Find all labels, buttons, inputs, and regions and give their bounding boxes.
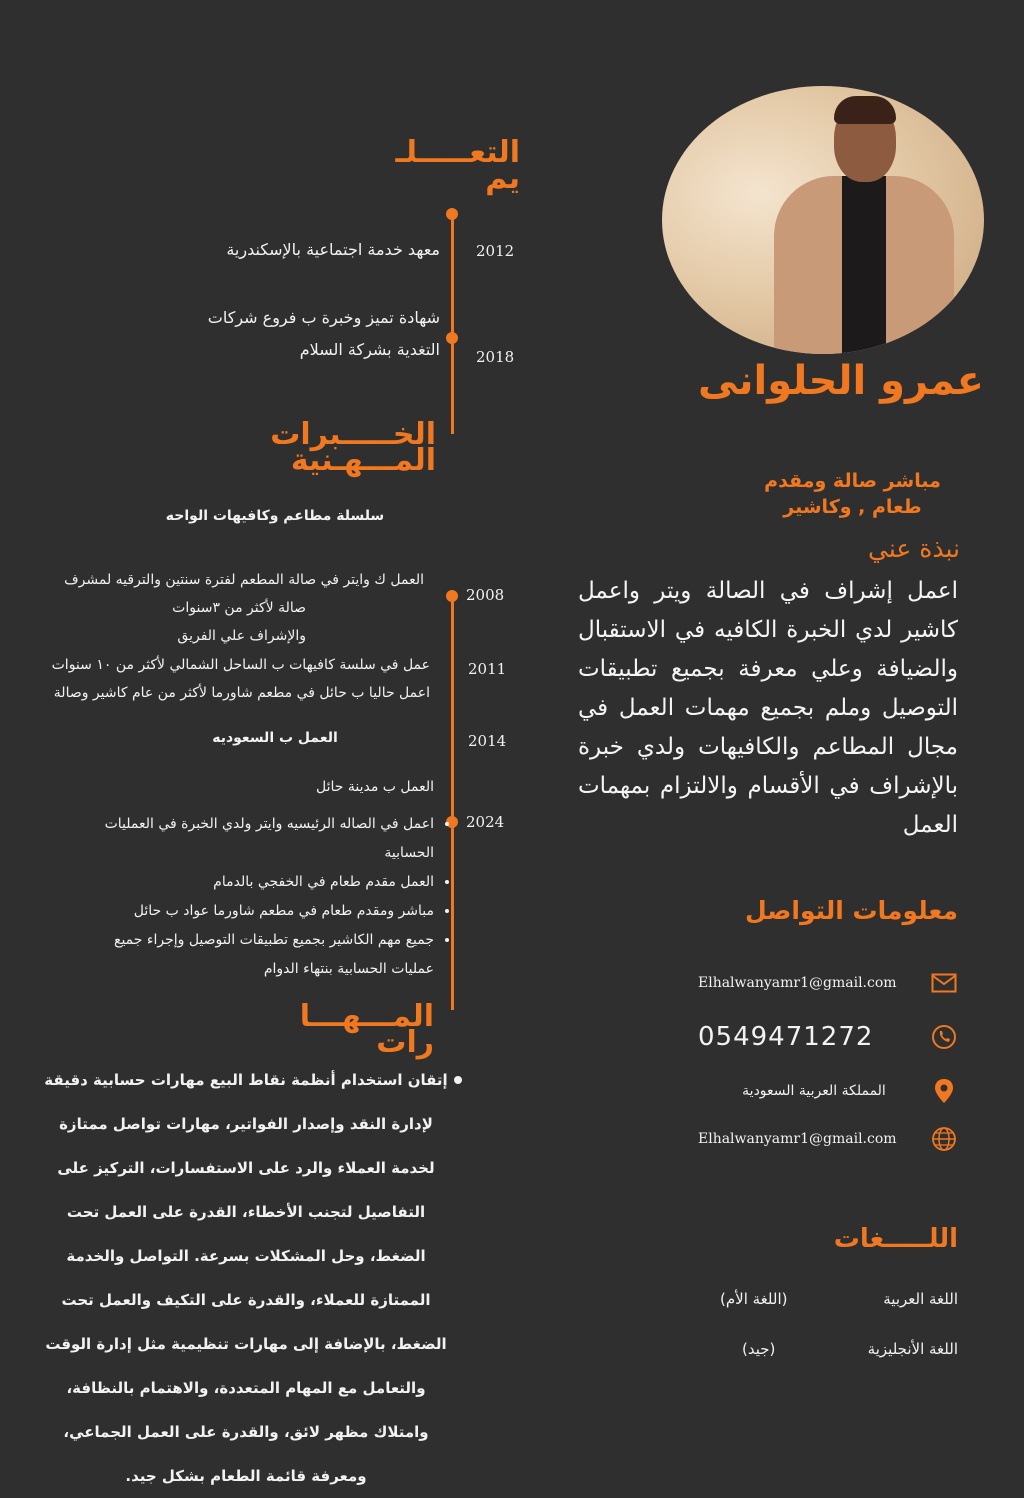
company-name: سلسلة مطاعم وكافيهات الواحه — [165, 508, 385, 524]
experience-line: والإشراف علي الفريق — [177, 628, 306, 644]
experience-heading-line2: المـــهـنية — [290, 443, 436, 478]
skills-heading-line2: رات — [376, 1025, 434, 1060]
contact-email[interactable]: Elhalwanyamr1@gmail.com — [698, 975, 897, 991]
experience-line: عمل في سلسة كافيهات ب الساحل الشمالي لأكثر من ١٠ سنوات — [51, 657, 430, 673]
language-name: اللغة الأنجليزية — [867, 1340, 958, 1358]
experience-line: صالة لأكثر من ٣سنوات — [172, 600, 306, 616]
experience-bullet: • جميع مهم الكاشير بجميع تطبيقات التوصيل وإجراء جميع عمليات الحسابية بنتهاء الدوام — [70, 926, 434, 984]
envelope-icon — [930, 969, 958, 997]
experience-year: 2008 — [466, 586, 505, 604]
experience-bullet: • العمل مقدم طعام في الخفجي بالدمام — [70, 868, 434, 897]
experience-heading-line1: الخـــــبرات — [270, 417, 436, 452]
language-name: اللغة العربية — [883, 1290, 958, 1308]
language-row — [720, 1290, 958, 1308]
contact-location: المملكة العربية السعودية — [742, 1083, 886, 1099]
languages-heading: اللـــــغات — [833, 1224, 958, 1254]
contact-heading: معلومات التواصل — [744, 896, 958, 925]
skills-bullet — [454, 1076, 462, 1084]
contact-email-row — [690, 966, 958, 1000]
education-item: شهادة تميز وخبرة ب فروع شركات التغدية بشركة السلام — [207, 308, 440, 359]
language-level: (جيد) — [742, 1340, 776, 1358]
experience-line: اعمل حاليا ب حائل في مطعم شاورما لأكثر من عام كاشير وصالة — [53, 685, 430, 701]
education-item: معهد خدمة اجتماعية بالإسكندرية — [226, 240, 440, 259]
contact-website-row — [690, 1122, 958, 1156]
location-pin-icon — [930, 1077, 958, 1105]
experience-2011 — [40, 651, 430, 707]
experience-year: 2024 — [466, 813, 505, 831]
education-year: 2012 — [476, 242, 515, 260]
experience-year: 2011 — [468, 660, 507, 678]
person-name: عمرو الحلوانى — [698, 358, 984, 404]
language-level: (اللغة الأم) — [720, 1290, 788, 1308]
profile-photo — [662, 86, 984, 354]
experience-line: العمل ك وايتر في صالة المطعم لفترة سنتين والترقيه لمشرف — [64, 572, 424, 588]
phone-icon — [930, 1023, 958, 1051]
experience-bullets — [70, 810, 454, 984]
experience-bullet: • مباشر ومقدم طعام في مطعم شاورما عواد ب حائل — [70, 897, 434, 926]
skills-heading-line1: المـــهـــا — [299, 999, 434, 1034]
saudi-work: العمل ب السعوديه — [212, 730, 338, 746]
experience-2008 — [40, 566, 424, 650]
contact-phone[interactable]: 0549471272 — [698, 1022, 874, 1052]
about-heading: نبذة عني — [868, 534, 960, 563]
language-row — [720, 1340, 958, 1358]
timeline-dot — [446, 332, 458, 344]
city-work: العمل ب مدينة حائل — [315, 779, 434, 795]
about-text: اعمل إشراف في الصالة ويتر واعمل كاشير لدي الخبرة الكافيه في الاستقبال والضيافة وعلي معرفة بجميع تطبيقات التوصيل وملم بجميع مهمات العمل في مجال المطاعم والكافيهات ولدي خبرة بالإشراف في الأقسام والالتزام بمهمات العمل — [578, 578, 958, 838]
timeline-dot — [446, 208, 458, 220]
experience-bullet: • اعمل في الصاله الرئيسيه وايتر ولدي الخبرة في العمليات الحسابية — [70, 810, 434, 868]
education-year: 2018 — [476, 348, 515, 366]
contact-website[interactable]: Elhalwanyamr1@gmail.com — [698, 1131, 897, 1147]
education-heading-line1: التعـــــلـ — [395, 135, 520, 170]
timeline-dot — [446, 590, 458, 602]
contact-phone-row — [690, 1020, 958, 1054]
education-timeline — [451, 214, 454, 434]
education-heading-line2: يم — [485, 161, 520, 196]
skills-text: إتقان استخدام أنظمة نقاط البيع مهارات حسابية دقيقة لإدارة النقد وإصدار الفواتير، مهارات تواصل ممتازة لخدمة العملاء والرد على الاستفسارات، التركيز على التفاصيل لتجنب الأخطاء، القدرة على العمل تحت الضغط، وحل المشكلات بسرعة. التواصل والخدمة الممتازة للعملاء، والقدرة على التكيف والعمل تحت الضغط، بالإضافة إلى مهارات تنظيمية مثل إدارة الوقت والتعامل مع المهام المتعددة، والاهتمام بالنظافة، وامتلاك مظهر لائق، والقدرة على العمل الجماعي، ومعرفة قائمة الطعام بشكل جيد. — [44, 1071, 448, 1485]
experience-year: 2014 — [468, 732, 507, 750]
globe-icon — [930, 1125, 958, 1153]
job-title: مباشر صالة ومقدم طعام , وكاشير — [764, 470, 941, 518]
contact-location-row — [690, 1074, 958, 1108]
